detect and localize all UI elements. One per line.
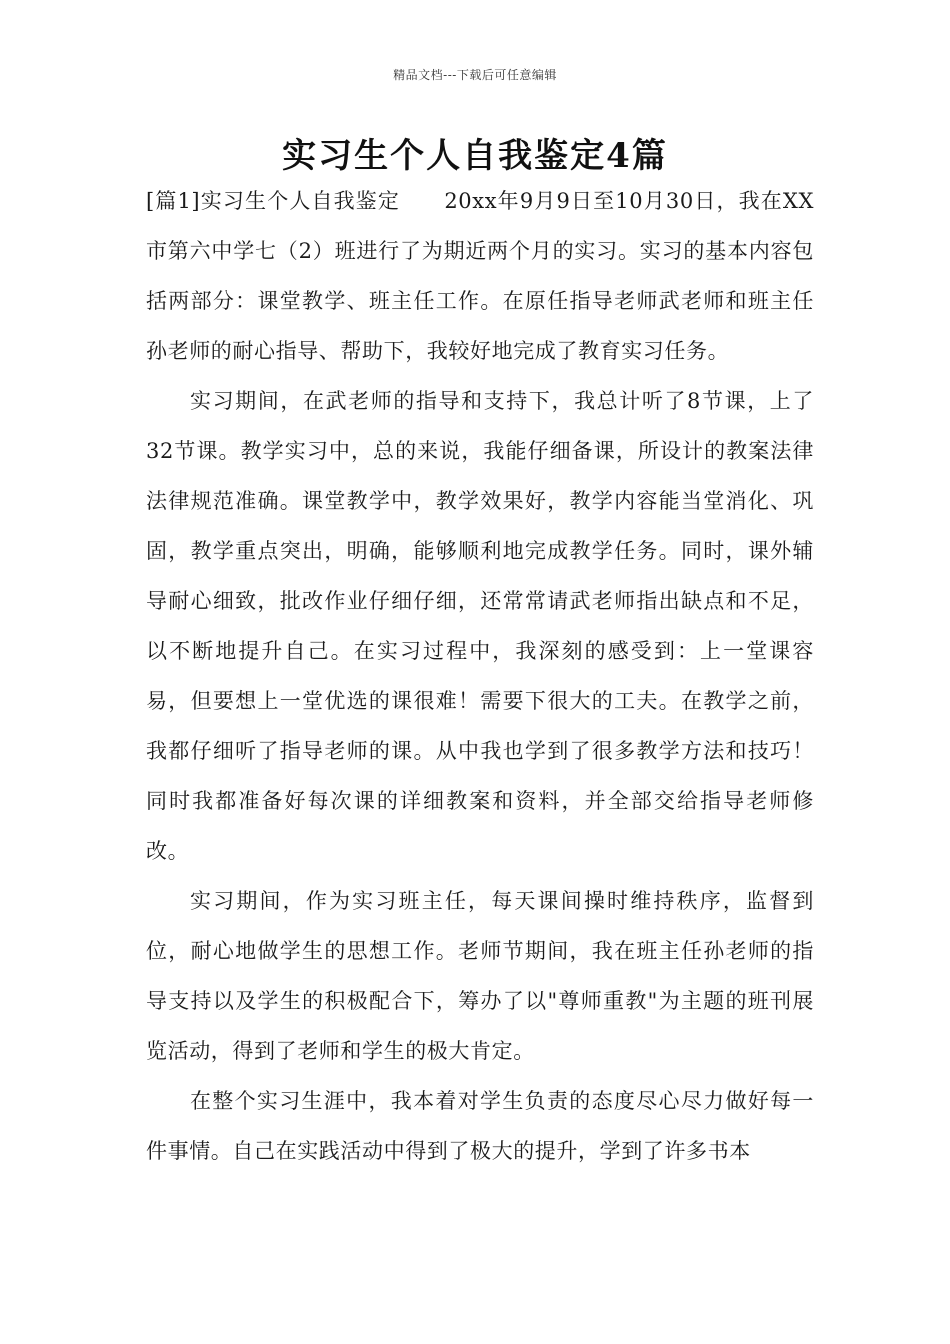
paragraph-1: [篇1]实习生个人自我鉴定 20xx年9月9日至10月30日，我在XX市第六中学七（2）班进行了为期近两个月的实习。实习的基本内容包括两部分：课堂教学、班主任工作。在原任指导老师武老师和班主任孙老师的耐心指导、帮助下，我较好地完成了教育实习任务。	[146, 189, 814, 363]
page-header: 精品文档---下载后可任意编辑	[393, 68, 557, 82]
document-body	[146, 176, 814, 1176]
paragraph-2: 实习期间，在武老师的指导和支持下，我总计听了8节课，上了32节课。教学实习中，总的来说，我能仔细备课，所设计的教案法律法律规范准确。课堂教学中，教学效果好，教学内容能当堂消化、巩固，教学重点突出，明确，能够顺利地完成教学任务。同时，课外辅导耐心细致，批改作业仔细仔细，还常常请武老师指出缺点和不足，以不断地提升自己。在实习过程中，我深刻的感受到：上一堂课容易，但要想上一堂优选的课很难！需要下很大的工夫。在教学之前，我都仔细听了指导老师的课。从中我也学到了很多教学方法和技巧！同时我都准备好每次课的详细教案和资料，并全部交给指导老师修改。	[146, 389, 814, 863]
paragraph-3: 实习期间，作为实习班主任，每天课间操时维持秩序，监督到位，耐心地做学生的思想工作。老师节期间，我在班主任孙老师的指导支持以及学生的积极配合下，筹办了以"尊师重教"为主题的班刊展览活动，得到了老师和学生的极大肯定。	[146, 889, 814, 1063]
document-title: 实习生个人自我鉴定4篇	[282, 136, 668, 176]
paragraph-4: 在整个实习生涯中，我本着对学生负责的态度尽心尽力做好每一件事情。自己在实践活动中得到了极大的提升，学到了许多书本	[146, 1089, 814, 1163]
